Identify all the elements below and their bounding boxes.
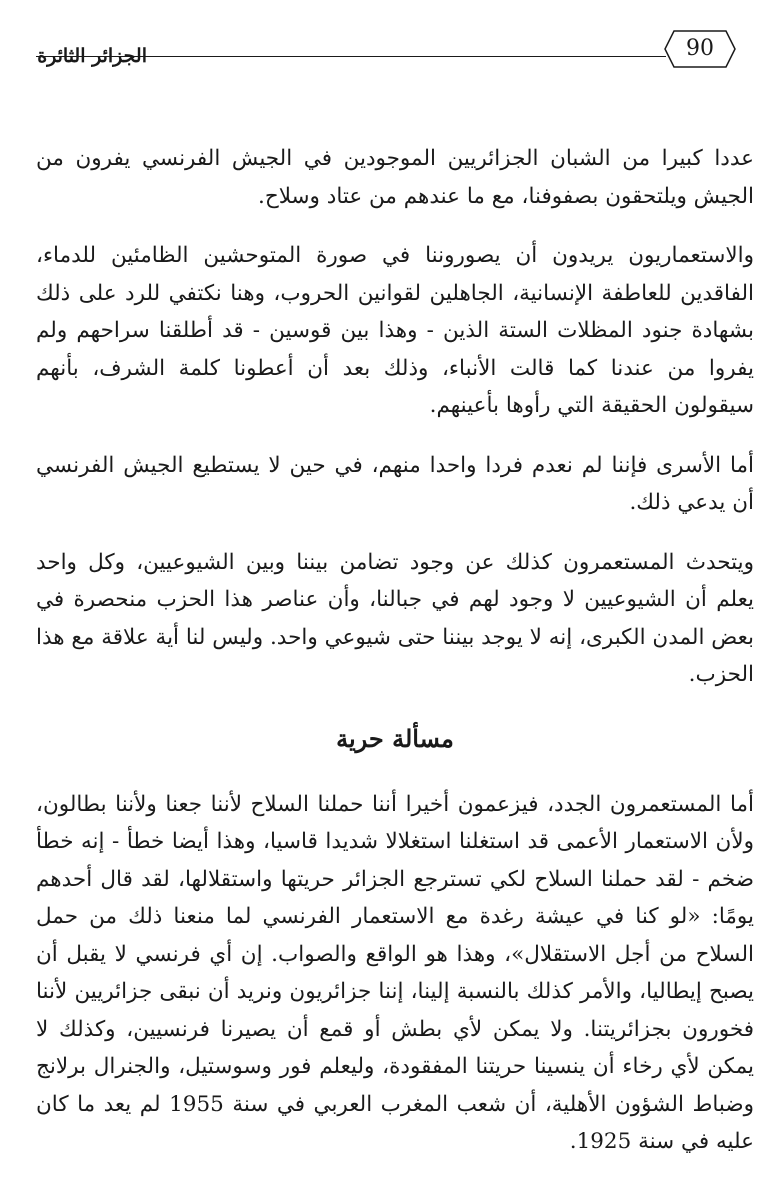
running-title: الجزائر الثائرة	[37, 45, 147, 67]
page-number: 90	[686, 36, 714, 61]
header-rule	[36, 56, 666, 57]
paragraph-1: عددا كبيرا من الشبان الجزائريين الموجودين في الجيش الفرنسي يفرون من الجيش ويلتحقون بصفوفنا، مع ما عندهم من عتاد وسلاح.	[36, 146, 754, 209]
paragraph-4: ويتحدث المستعمرون كذلك عن وجود تضامن بيننا وبين الشيوعيين، وكل واحد يعلم أن الشيوعيين لا وجود لهم في جبالنا، وأن عناصر هذا الحزب منحصرة في بعض المدن الكبرى، إنه لا يوجد بيننا حتى شيوعي واحد. وليس لنا أية علاقة مع هذا الحزب.	[36, 549, 754, 687]
page-body	[36, 140, 754, 1183]
paragraph-2: والاستعماريون يريدون أن يصوروننا في صورة المتوحشين الظامئين للدماء، الفاقدين للعاطفة الإنسانية، الجاهلين لقوانين الحروب، وهنا نكتفي للرد على ذلك بشهادة جنود المظلات الستة الذين - وهذا بين قوسين - قد أطلقنا سراحهم ولم يفروا من عندنا كما قالت الأنباء، وذلك بعد أن أعطونا كلمة الشرف، بأنهم سيقولون الحقيقة التي رأوها بأعينهم.	[36, 243, 754, 418]
section-heading: مسألة حرية	[336, 723, 454, 753]
paragraph-3: أما الأسرى فإننا لم نعدم فردا واحدا منهم، في حين لا يستطيع الجيش الفرنسي أن يدعي ذلك.	[36, 452, 754, 515]
page-number-badge	[664, 30, 736, 68]
paragraph-5: أما المستعمرون الجدد، فيزعمون أخيرا أننا حملنا السلاح لأننا جعنا ولأننا بطالون، ولأن الاستعمار الأعمى قد استغلنا استغلالا شديدا قاسيا، وهذا أيضا خطأ - إنه خطأ ضخم - لقد حملنا السلاح لكي تسترجع الجزائر حريتها واستقلالها، لقد قال أحدهم يومًا: «لو كنا في عيشة رغدة مع الاستعمار الفرنسي لما منعنا ذلك من حمل السلاح من أجل الاستقلال»، وهذا هو الواقع والصواب. إن أي فرنسي لا يقبل أن يصبح إيطاليا، والأمر كذلك بالنسبة إلينا، إننا جزائريون ونريد أن نبقى جزائريين لأننا فخورون بجزائريتنا. ولا يمكن لأي بطش أو قمع أن يصيرنا فرنسيين، وكذلك لا يمكن لأي رخاء أن ينسينا حريتنا المفقودة، وليعلم فور وسوستيل، والجنرال برلانج وضباط الشؤون الأهلية، أن شعب المغرب العربي في سنة 1955 لم يعد ما كان عليه في سنة 1925.	[36, 791, 754, 1154]
